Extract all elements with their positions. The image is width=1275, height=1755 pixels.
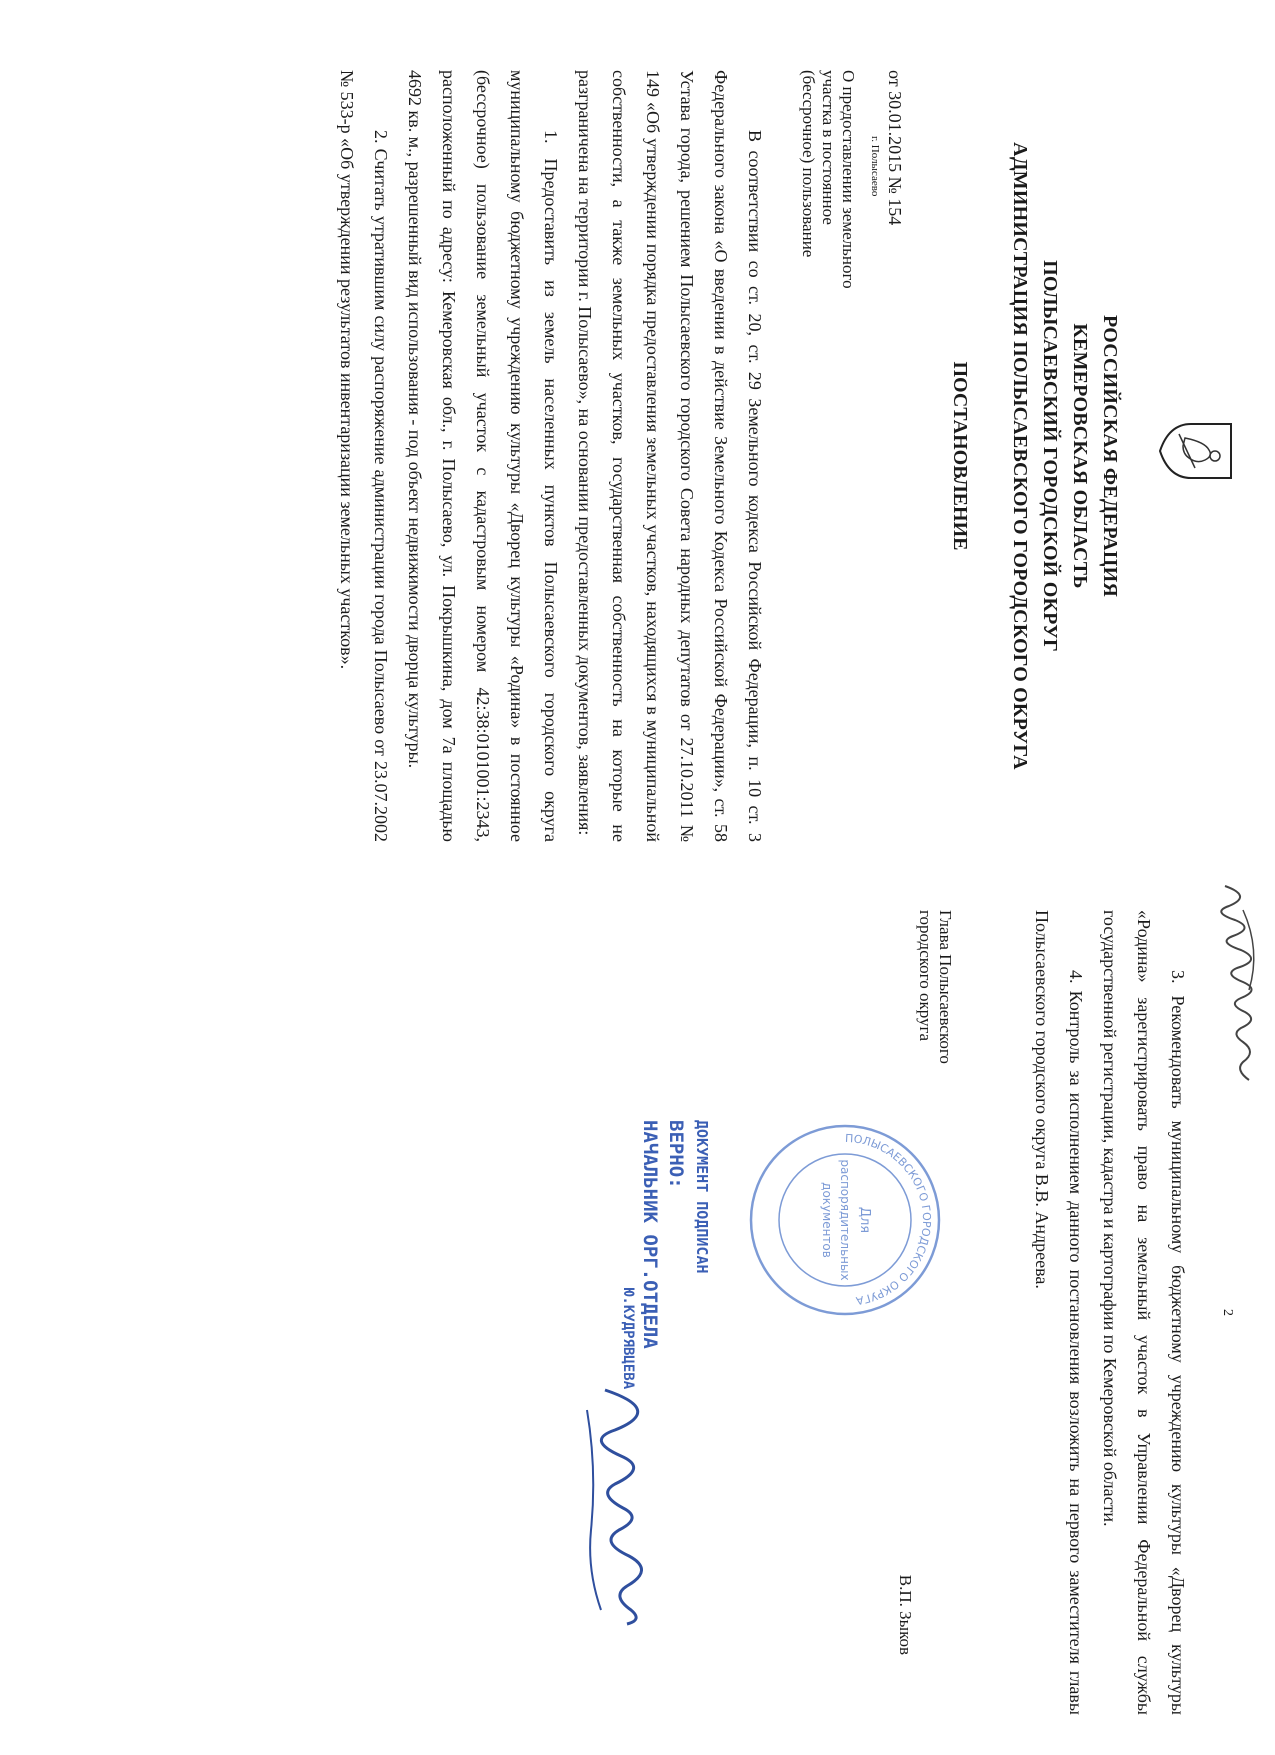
item-4-paragraph: 4. Контроль за исполнением данного постановления возложить на первого заместителя главы Полысаевского городского округа В.В. Андреева. xyxy=(1032,910,1086,1715)
certification-stamp xyxy=(615,1120,715,1389)
item-3-paragraph: 3. Рекомендовать муниципальному бюджетному учреждению культуры «Дворец культуры «Родина» зарегистрировать право на земельный участок в Управлении Федеральной службы государственной регистрации, кадастра и картографии по Кемеровской области. xyxy=(1100,910,1188,1715)
seal-center-line3: документов xyxy=(820,1182,834,1258)
stamp-line3: НАЧАЛЬНИК ОРГ.ОТДЕЛА xyxy=(639,1120,661,1349)
seal-center-line2: распорядительных xyxy=(838,1159,852,1281)
decree-place: г. Полысаево xyxy=(869,136,881,197)
seal-ring-text: ПОЛЫСАЕВСКОГО ГОРОДСКОГО ОКРУГА xyxy=(844,1131,934,1308)
item-1-paragraph: 1. Предоставить из земель населенных пунктов Полысаевского городского округа муниципальному бюджетному учреждению культуры «Дворец культуры «Родина» в постоянное (бессрочное) пользование земельный участок с кадастровым номером 42:38:0101001:2343, расположенный по адресу: Кемеровская обл., г. Полысаево, ул. Покрышкина, дом 7а площадью 4692 кв. м., разрешенный вид использования - под объект недвижимости дворца культуры. xyxy=(405,70,561,842)
official-seal-icon xyxy=(745,1120,945,1320)
signatory-position-line1: Глава Полысаевского xyxy=(936,910,955,1064)
decree-title: ПОСТАНОВЛЕНИЕ xyxy=(949,361,971,551)
page-number: 2 xyxy=(1220,1309,1235,1316)
decree-date-number: от 30.01.2015 № 154 xyxy=(885,70,905,226)
signatory-name: В.П. Зыков xyxy=(896,1574,915,1655)
preamble-paragraph: В соответствии со ст. 20, ст. 29 Земельного кодекса Российской Федерации, п. 10 ст. 3 Федерального закона «О введении в действие Земельного Кодекса Российской Федерации», ст. 58 Устава города, решением Полысаевского городского Совета народных депутатов от 27.10.2011 № 149 «Об утверждении порядка предоставления земельных участков, находящихся в муниципальной собственности, а также земельных участков, государственная собственность на которые не разграничена на территории г. Полысаево», на основании предоставленных документов, заявления: xyxy=(575,70,765,842)
handwritten-note-icon xyxy=(1205,880,1265,1110)
header-administration: АДМИНИСТРАЦИЯ ПОЛЫСАЕВСКОГО ГОРОДСКОГО ОКРУГА xyxy=(1009,142,1031,770)
item-2-paragraph: 2. Считать утратившим силу распоряжение администрации города Полысаево от 23.07.2002 № 533-р «Об утверждении результатов инвентаризации земельных участков». xyxy=(337,70,391,842)
stamp-line1: ДОКУМЕНТ ПОДПИСАН xyxy=(693,1120,711,1274)
header-region: КЕМЕРОВСКАЯ ОБЛАСТЬ xyxy=(1069,323,1091,589)
signatory-position-line2: городского округа xyxy=(916,910,935,1042)
decree-meta xyxy=(798,70,906,842)
stamp-line4: Ю.КУДРЯВЦЕВА xyxy=(620,1288,636,1390)
header-country: РОССИЙСКАЯ ФЕДЕРАЦИЯ xyxy=(1099,314,1121,597)
stamp-line2: ВЕРНО: xyxy=(665,1120,687,1189)
seal-center-line1: Для xyxy=(857,1206,872,1234)
header-district: ПОЛЫСАЕВСКИЙ ГОРОДСКОЙ ОКРУГ xyxy=(1039,260,1061,652)
decree-subject: О предоставлении земельного участка в постоянное (бессрочное) пользование xyxy=(799,70,858,289)
signatory-position xyxy=(895,910,955,1064)
handwritten-signature-date-icon xyxy=(575,1380,665,1630)
coat-of-arms-icon xyxy=(1157,420,1235,482)
